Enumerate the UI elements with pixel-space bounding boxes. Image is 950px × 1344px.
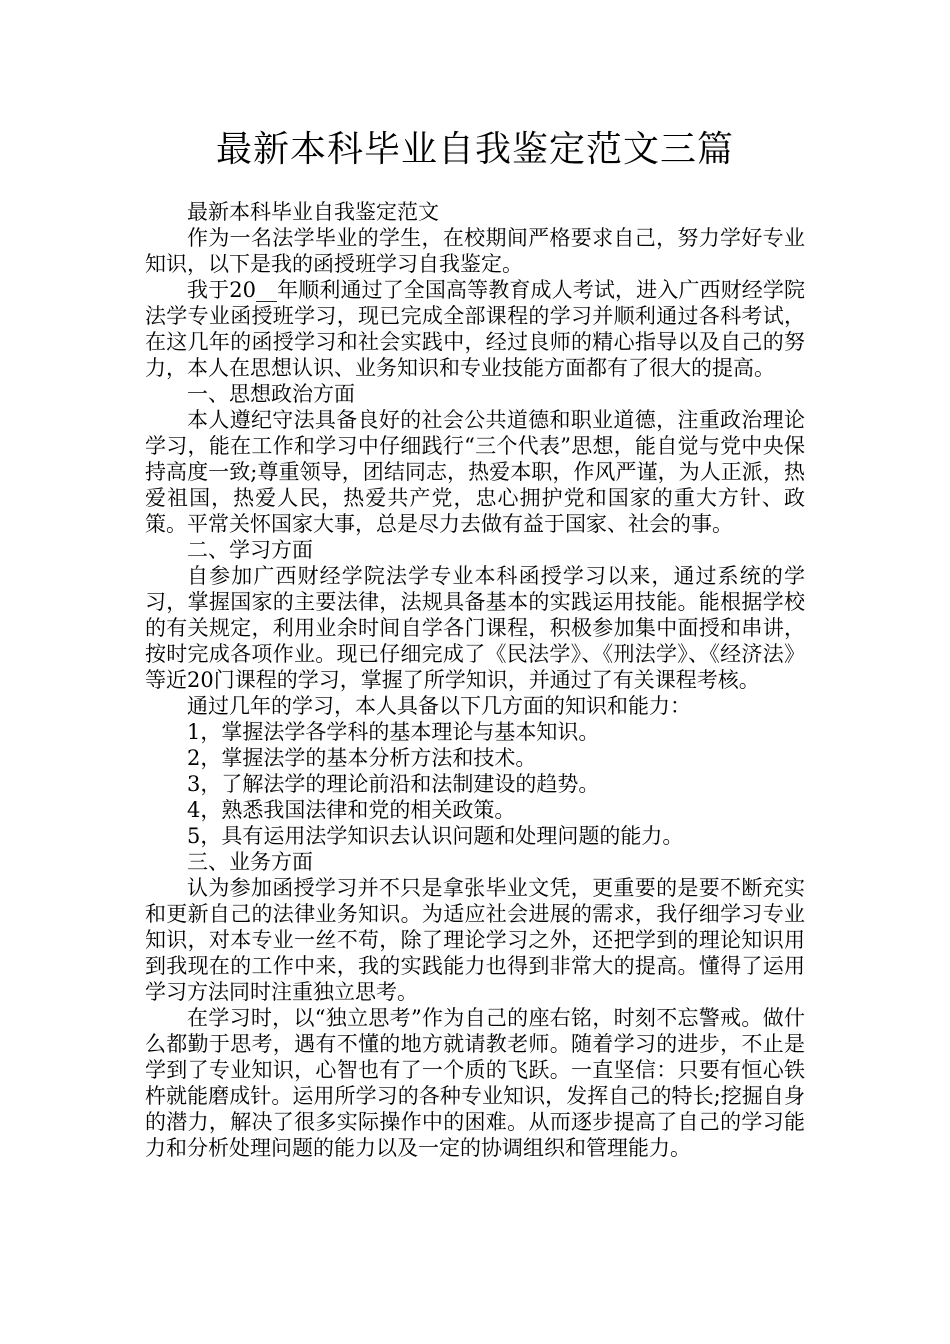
- section-heading-study: 二、学习方面: [187, 538, 313, 562]
- document-body: [145, 199, 805, 1161]
- section-heading-business: 三、业务方面: [187, 850, 313, 874]
- list-item: 3，了解法学的理论前沿和法制建设的趋势。: [187, 772, 600, 796]
- body-paragraph: 自参加广西财经学院法学专业本科函授学习以来，通过系统的学习，掌握国家的主要法律，法规具备基本的实践运用技能。能根据学校的有关规定，利用业余时间自学各门课程，积极参加集中面授和串讲，按时完成各项作业。现已仔细完成了《民法学》、《刑法学》、《经济法》等近20门课程的学习，掌握了所学知识，并通过了有关课程考核。: [145, 564, 805, 692]
- intro-paragraph: 作为一名法学毕业的学生，在校期间严格要求自己，努力学好专业知识，以下是我的函授班学习自我鉴定。: [145, 226, 805, 276]
- body-paragraph: 本人遵纪守法具备良好的社会公共道德和职业道德，注重政治理论学习，能在工作和学习中仔细践行“三个代表”思想，能自觉与党中央保持高度一致;尊重领导，团结同志，热爱本职，作风严谨，为人正派，热爱祖国，热爱人民，热爱共产党，忠心拥护党和国家的重大方针、政策。平常关怀国家大事，总是尽力去做有益于国家、社会的事。: [145, 408, 805, 536]
- section-heading-politics: 一、思想政治方面: [187, 382, 355, 406]
- body-paragraph: 认为参加函授学习并不只是拿张毕业文凭，更重要的是要不断充实和更新自己的法律业务知识。为适应社会进展的需求，我仔细学习专业知识，对本专业一丝不苟，除了理论学习之外，还把学到的理论知识用到我现在的工作中来，我的实践能力也得到非常大的提高。懂得了运用学习方法同时注重独立思考。: [145, 876, 805, 1004]
- list-item: 5，具有运用法学知识去认识问题和处理问题的能力。: [187, 824, 684, 848]
- document-title: 最新本科毕业自我鉴定范文三篇: [215, 129, 734, 170]
- list-item: 1，掌握法学各学科的基本理论与基本知识。: [187, 720, 600, 744]
- body-paragraph: 我于20__年顺利通过了全国高等教育成人考试，进入广西财经学院法学专业函授班学习，现已完成全部课程的学习并顺利通过各科考试，在这几年的函授学习和社会实践中，经过良师的精心指导以及自己的努力，本人在思想认识、业务知识和专业技能方面都有了很大的提高。: [145, 278, 805, 380]
- body-paragraph: 通过几年的学习，本人具备以下几方面的知识和能力：: [187, 694, 691, 718]
- subtitle-paragraph: 最新本科毕业自我鉴定范文: [187, 200, 439, 224]
- body-paragraph: 在学习时，以“独立思考”作为自己的座右铭，时刻不忘警戒。做什么都勤于思考，遇有不懂的地方就请教老师。随着学习的进步，不止是学到了专业知识，心智也有了一个质的飞跃。一直坚信：只要有恒心铁杵就能磨成针。运用所学习的各种专业知识，发挥自己的特长;挖掘自身的潜力，解决了很多实际操作中的困难。从而逐步提高了自己的学习能力和分析处理问题的能力以及一定的协调组织和管理能力。: [145, 1006, 805, 1160]
- list-item: 4，熟悉我国法律和党的相关政策。: [187, 798, 516, 822]
- list-item: 2，掌握法学的基本分析方法和技术。: [187, 746, 537, 770]
